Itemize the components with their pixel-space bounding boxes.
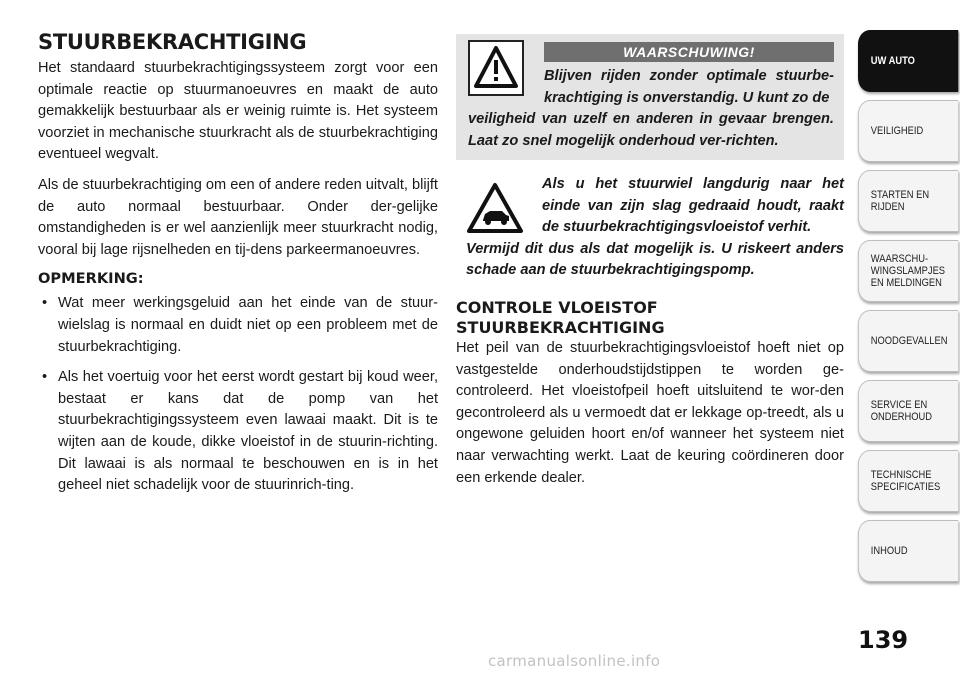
note-list: [38, 293, 438, 496]
bullet-icon: •: [42, 295, 48, 312]
tab-label: SERVICE EN ONDERHOUD: [870, 399, 933, 423]
tab-label: UW AUTO: [870, 55, 915, 67]
caution-block: [456, 174, 844, 282]
tab-technische-specificaties[interactable]: [858, 450, 958, 512]
tab-veiligheid[interactable]: [858, 100, 958, 162]
chapter-tabs: [858, 30, 960, 590]
fluid-check-heading-line1: CONTROLE VLOEISTOF: [456, 297, 658, 317]
warning-title: WAARSCHUWING!: [544, 42, 834, 62]
tab-inhoud[interactable]: [858, 520, 958, 582]
fluid-check-heading-line2: STUURBEKRACHTIGING: [456, 317, 665, 337]
tab-label: WAARSCHU-WINGSLAMPJES EN MELDINGEN: [870, 253, 946, 289]
section-title: STUURBEKRACHTIGING: [38, 30, 307, 54]
warning-text: veiligheid van uzelf en anderen in gevaar brengen. Laat zo snel mogelijk onderhoud ver-richten.: [468, 111, 834, 149]
caution-text: Vermijd dit dus als dat mogelijk is. U riskeert anders schade aan de stuurbekrachtigingspomp.: [466, 240, 844, 279]
tab-label: TECHNISCHE SPECIFICATIES: [870, 469, 941, 493]
note-item-text: Als het voertuig voor het eerst wordt gestart bij koud weer, bestaat er kans dat de pomp van het stuurbekrachtigingssysteem even lawaai maakt. Dit is te wijten aan de koude, dikke vloeistof in de stuurin-richting. Dit lawaai is als normaal te beschouwen en is in het geheel niet schadelijk voor de stuurinrich-ting.: [58, 369, 438, 494]
right-column: [456, 34, 844, 498]
tab-label: NOODGEVALLEN: [870, 335, 948, 347]
tab-starten-en-rijden[interactable]: [858, 170, 958, 232]
fluid-check-section: [456, 298, 844, 489]
warning-triangle-icon: [468, 40, 524, 96]
tab-uw-auto[interactable]: [858, 30, 958, 92]
tab-label: INHOUD: [870, 545, 908, 557]
watermark: carmanualsonline.info: [488, 652, 661, 670]
car-caution-triangle-icon: [466, 182, 524, 234]
tab-label: VEILIGHEID: [870, 125, 924, 137]
note-item-text: Wat meer werkingsgeluid aan het einde van de stuur-wielslag is normaal en duidt niet op een probleem met de stuurbekrachtiging.: [58, 295, 438, 355]
warning-box: [456, 34, 844, 160]
intro-paragraph: Het standaard stuurbekrachtigingssysteem zorgt voor een optimale reactie op stuurmanoeuvres en maakt de auto gemakkelijk bestuurbaar als er weinig ruimte is. Het systeem voorziet in mechanische stuurkracht als de stuurbekrachtiging eventueel wegvalt.: [38, 60, 438, 163]
warning-text-indented: Blijven rijden zonder optimale stuurbe-krachtiging is onverstandig. U kunt zo de: [544, 68, 834, 106]
tab-noodgevallen[interactable]: [858, 310, 958, 372]
left-column: [38, 30, 438, 506]
bullet-icon: •: [42, 369, 48, 386]
tab-waarschuwingslampjes[interactable]: [858, 240, 958, 302]
page-number: 139: [858, 626, 909, 654]
tab-label: STARTEN EN RIJDEN: [870, 189, 930, 213]
caution-text-indented: Als u het stuurwiel langdurig naar het einde van zijn slag gedraaid houdt, raakt de stuurbekrachtigingsvloeistof verhit.: [542, 176, 844, 236]
note-item: [38, 367, 438, 497]
note-item: [38, 293, 438, 358]
fluid-check-paragraph: Het peil van de stuurbekrachtigingsvloeistof hoeft niet op vastgestelde onderhoudstijdstippen te worden ge-controleerd. Het vloeistofpeil hoeft uitsluitend te wor-den gecontroleerd als u vermoedt dat er lekkage op-treedt, als u ongewone geluiden hoort en/of wanneer het systeem niet naar verwachting werkt. Laat de keuring coördineren door een erkende dealer.: [456, 339, 844, 486]
note-heading: OPMERKING:: [38, 270, 144, 288]
failure-paragraph: Als de stuurbekrachtiging om een of andere reden uitvalt, blijft de auto normaal bestuurbaar. Onder der-gelijke omstandigheden is er wel aanzienlijk meer stuurkracht nodig, vooral bij lage rijsnelheden en tij-dens parkeermanoeuvres.: [38, 176, 438, 258]
tab-service-en-onderhoud[interactable]: [858, 380, 958, 442]
